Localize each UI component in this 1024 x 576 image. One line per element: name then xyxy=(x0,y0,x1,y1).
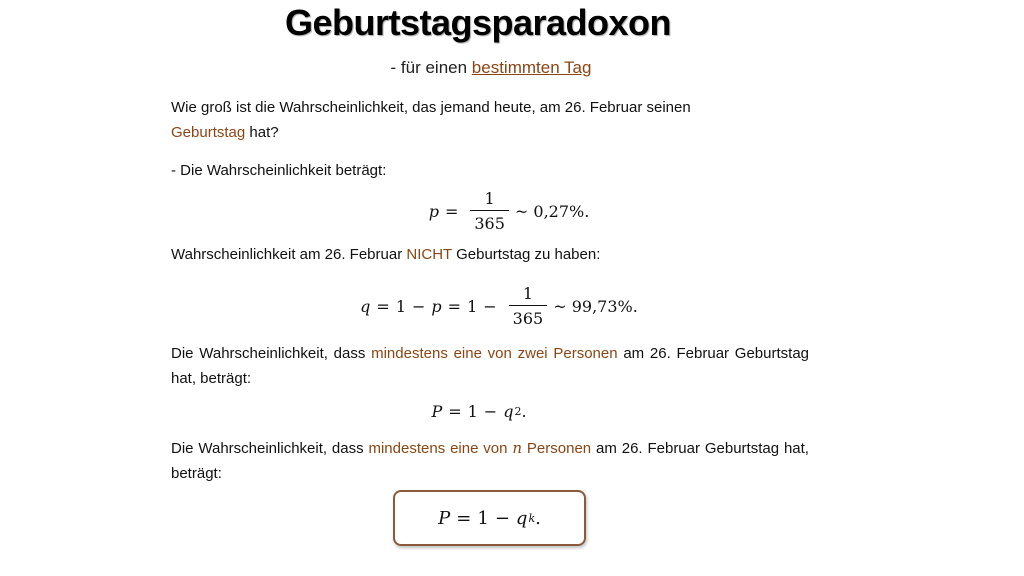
two-persons-prefix: Die Wahrscheinlichkeit, dass xyxy=(171,345,372,362)
n-persons-prefix: Die Wahrscheinlichkeit, dass xyxy=(171,440,369,457)
n-persons-highlight1: mindestens eine von xyxy=(368,440,513,457)
eq3-end: . xyxy=(521,401,527,421)
eq4-var: P xyxy=(438,507,451,529)
eq1-approx: ~ 0,27%. xyxy=(514,201,590,221)
question-line1: Wie groß ist die Wahrscheinlichkeit, das jemand heute, am 26. Februar seinen xyxy=(171,99,691,116)
eq4-equals: = xyxy=(456,507,472,529)
eq2-approx: ~ 99,73%. xyxy=(553,296,638,316)
eq4-one: 1 xyxy=(477,507,489,529)
eq2-equals1: = xyxy=(376,296,390,316)
n-persons-paragraph xyxy=(171,436,809,486)
question-rest: hat? xyxy=(245,124,279,141)
eq2-one2: 1 xyxy=(467,296,478,316)
eq2-var: q xyxy=(360,296,371,316)
eq3-minus: − xyxy=(483,401,498,421)
eq2-denominator: 365 xyxy=(509,305,548,328)
eq1-equals: = xyxy=(444,201,459,221)
eq2-equals2: = xyxy=(447,296,462,316)
question-highlight: Geburtstag xyxy=(171,124,246,141)
eq1-fraction xyxy=(470,189,509,233)
n-persons-suffix: am 26. Februar Geburtstag hat, beträgt: xyxy=(171,440,809,482)
equation-q xyxy=(180,282,818,330)
eq2-p: p xyxy=(431,296,442,316)
eq3-var: P xyxy=(431,401,443,421)
eq2-one1: 1 xyxy=(395,296,407,316)
eq4-minus: − xyxy=(494,507,510,529)
eq2-minus2: − xyxy=(483,296,497,316)
eq1-denominator: 365 xyxy=(470,210,509,233)
page-title: Geburtstagsparadoxon xyxy=(284,2,672,43)
subtitle-highlight: bestimmten Tag xyxy=(471,58,592,77)
final-formula-box xyxy=(393,490,586,546)
eq4-q: q xyxy=(515,507,528,529)
n-persons-highlight2: Personen xyxy=(522,440,592,457)
equation-p xyxy=(190,188,828,234)
eq4-end: . xyxy=(535,507,541,529)
equation-two-persons xyxy=(160,396,798,426)
eq3-one: 1 xyxy=(467,401,478,421)
eq4-exponent: k xyxy=(528,511,536,525)
not-birthday-paragraph xyxy=(171,242,809,267)
two-persons-suffix: am 26. Februar Geburtstag hat, beträgt: xyxy=(171,345,809,387)
eq1-numerator: 1 xyxy=(484,189,495,208)
n-persons-n: n xyxy=(512,439,523,457)
eq1-var: p xyxy=(428,201,439,221)
subtitle-prefix: - für einen xyxy=(390,58,472,77)
eq3-exponent: 2 xyxy=(514,404,522,418)
eq2-numerator: 1 xyxy=(522,284,534,303)
not-birthday-suffix: Geburtstag zu haben: xyxy=(451,246,601,263)
eq3-q: q xyxy=(503,401,514,421)
eq3-equals: = xyxy=(448,401,462,421)
probability-intro: - Die Wahrscheinlichkeit beträgt: xyxy=(171,162,387,179)
eq2-fraction xyxy=(509,284,548,328)
not-birthday-highlight: NICHT xyxy=(406,246,452,263)
subtitle xyxy=(0,58,982,78)
eq2-minus1: − xyxy=(412,296,426,316)
question-paragraph xyxy=(171,95,809,145)
not-birthday-prefix: Wahrscheinlichkeit am 26. Februar xyxy=(171,246,407,263)
two-persons-highlight: mindestens eine von zwei Personen xyxy=(371,345,618,362)
two-persons-paragraph xyxy=(171,341,809,391)
